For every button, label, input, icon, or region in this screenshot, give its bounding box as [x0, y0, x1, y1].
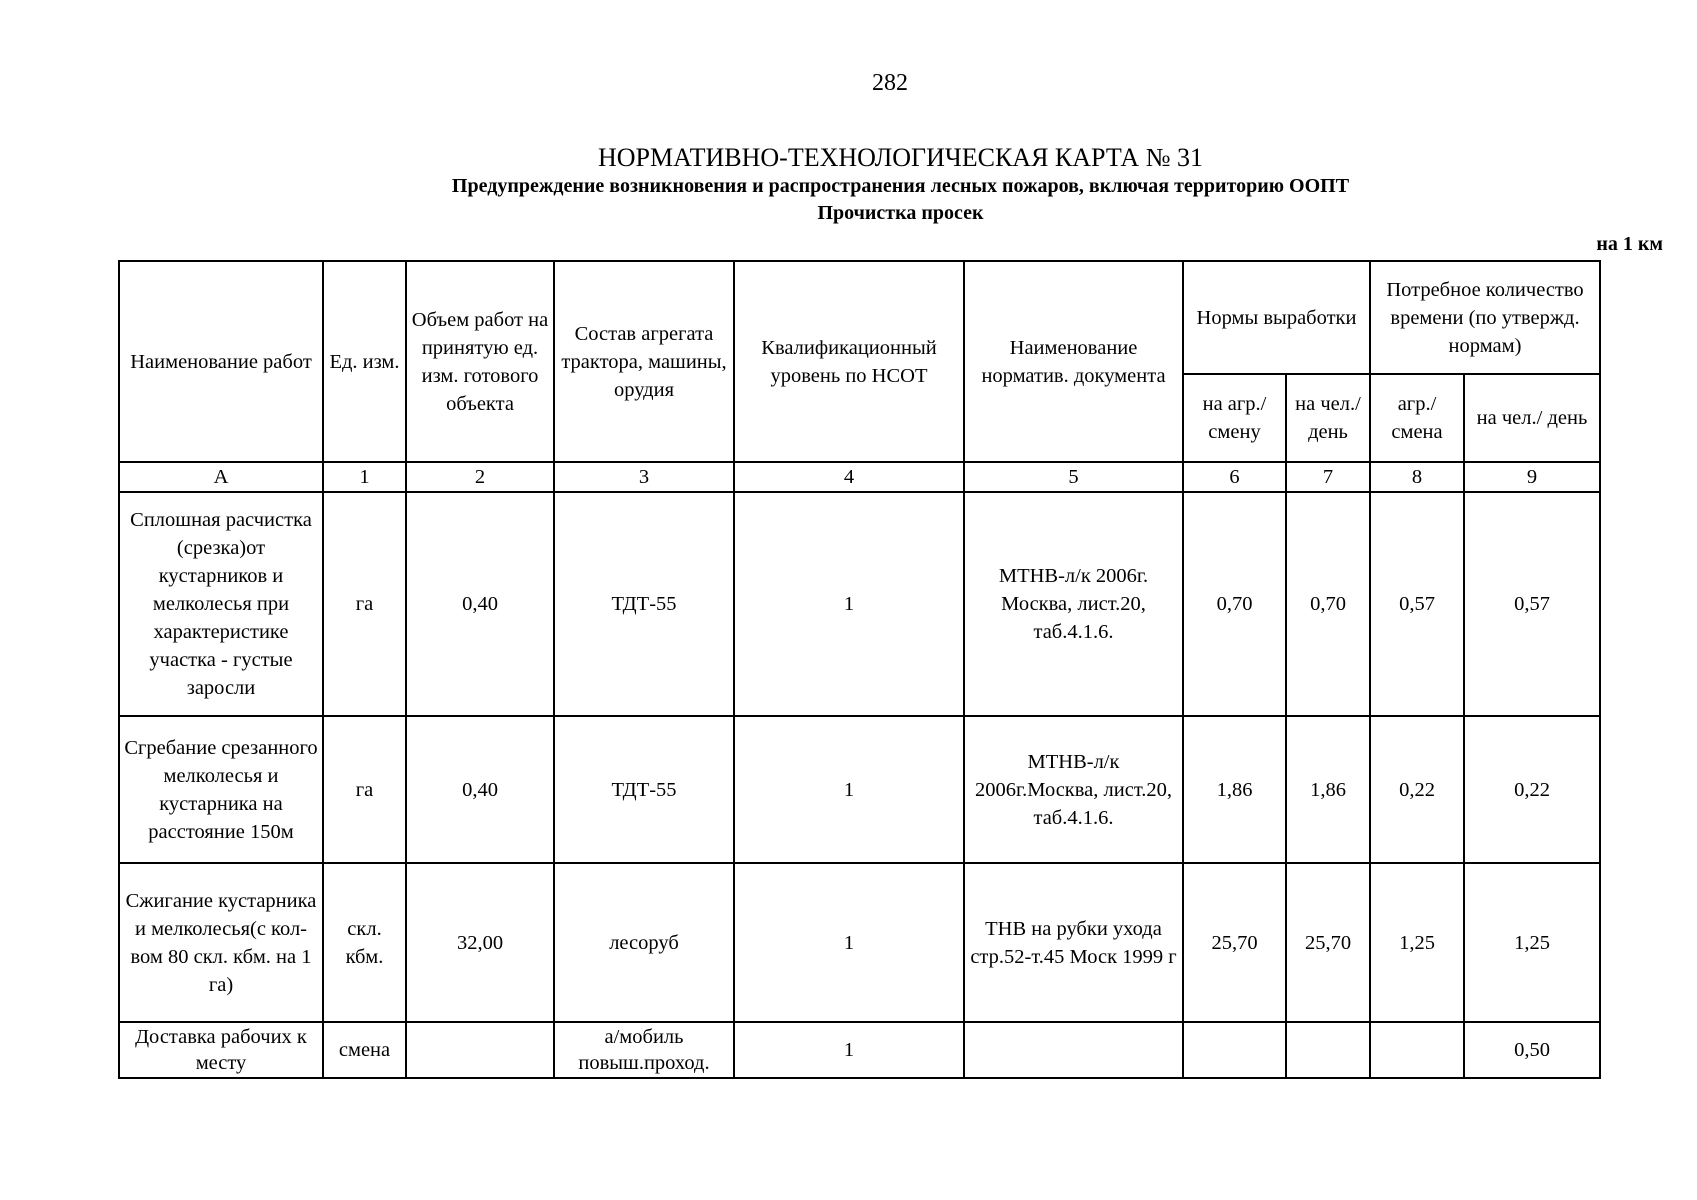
header-norms: Нормы выработки: [1183, 261, 1370, 374]
header-aggregate: Состав агрегата трактора, машины, орудия: [554, 261, 734, 462]
cell-aggregate: а/мобиль повыш.проход.: [554, 1022, 734, 1078]
card-subtitle-2: Прочистка просек: [817, 202, 984, 224]
header-norm-agr: на агр./ смену: [1183, 374, 1286, 462]
cell-unit: га: [323, 492, 406, 716]
card-subtitle: Предупреждение возникновения и распространения лесных пожаров, включая территорию ООПТ: [451, 175, 1350, 197]
cell-document: МТНВ-л/к 2006г. Москва, лист.20, таб.4.1.6.: [964, 492, 1183, 716]
column-index: 5: [964, 462, 1183, 492]
table-row: [119, 1022, 1600, 1078]
column-index: 6: [1183, 462, 1286, 492]
cell-aggregate: ТДТ-55: [554, 492, 734, 716]
cell-norm-agr: 25,70: [1183, 863, 1286, 1022]
cell-unit: га: [323, 716, 406, 863]
cell-volume: 0,40: [406, 492, 554, 716]
header-time-agr: агр./ смена: [1370, 374, 1464, 462]
cell-aggregate: лесоруб: [554, 863, 734, 1022]
column-index: 2: [406, 462, 554, 492]
unit-note: на 1 км: [1596, 233, 1663, 255]
cell-norm-person: 1,86: [1286, 716, 1370, 863]
column-index: 4: [734, 462, 964, 492]
cell-qualification: 1: [734, 1022, 964, 1078]
cell-time-agr: 0,57: [1370, 492, 1464, 716]
header-document: Наименование норматив. документа: [964, 261, 1183, 462]
column-index: 9: [1464, 462, 1600, 492]
header-unit: Ед. изм.: [323, 261, 406, 462]
table-row: [119, 863, 1600, 1022]
cell-work: Доставка рабочих к месту: [119, 1022, 323, 1078]
cell-norm-person: 25,70: [1286, 863, 1370, 1022]
cell-time-person: 1,25: [1464, 863, 1600, 1022]
column-index: 1: [323, 462, 406, 492]
header-time-person: на чел./ день: [1464, 374, 1600, 462]
cell-volume: [406, 1022, 554, 1078]
card-title: НОРМАТИВНО-ТЕХНОЛОГИЧЕСКАЯ КАРТА № 31: [598, 143, 1203, 172]
cell-unit: скл. кбм.: [323, 863, 406, 1022]
table-row: [119, 492, 1600, 716]
cell-qualification: 1: [734, 492, 964, 716]
column-index-row: [119, 462, 1600, 492]
cell-time-agr: [1370, 1022, 1464, 1078]
page-number: 282: [872, 70, 908, 96]
header-row: [119, 261, 1600, 374]
cell-aggregate: ТДТ-55: [554, 716, 734, 863]
table-row: [119, 716, 1600, 863]
cell-time-agr: 0,22: [1370, 716, 1464, 863]
header-time-needed: Потребное количество времени (по утвержд. нормам): [1370, 261, 1600, 374]
cell-norm-agr: [1183, 1022, 1286, 1078]
column-index: А: [119, 462, 323, 492]
column-index: 8: [1370, 462, 1464, 492]
cell-qualification: 1: [734, 716, 964, 863]
cell-document: ТНВ на рубки ухода стр.52-т.45 Моск 1999 г: [964, 863, 1183, 1022]
cell-volume: 0,40: [406, 716, 554, 863]
header-norm-person: на чел./ день: [1286, 374, 1370, 462]
cell-norm-agr: 1,86: [1183, 716, 1286, 863]
cell-time-person: 0,57: [1464, 492, 1600, 716]
cell-time-person: 0,50: [1464, 1022, 1600, 1078]
cell-work: Сгребание срезанного мелколесья и кустарника на расстояние 150м: [119, 716, 323, 863]
cell-work: Сплошная расчистка (срезка)от кустарников и мелколесья при характеристике участка - густые заросли: [119, 492, 323, 716]
header-volume: Объем работ на принятую ед. изм. готового объекта: [406, 261, 554, 462]
header-qualification: Квалификационный уровень по НСОТ: [734, 261, 964, 462]
column-index: 3: [554, 462, 734, 492]
cell-document: [964, 1022, 1183, 1078]
cell-work: Сжигание кустарника и мелколесья(с кол-вом 80 скл. кбм. на 1 га): [119, 863, 323, 1022]
cell-unit: смена: [323, 1022, 406, 1078]
cell-qualification: 1: [734, 863, 964, 1022]
title-block: [118, 143, 1683, 227]
header-work-name: Наименование работ: [119, 261, 323, 462]
cell-norm-person: [1286, 1022, 1370, 1078]
cell-norm-person: 0,70: [1286, 492, 1370, 716]
cell-time-agr: 1,25: [1370, 863, 1464, 1022]
cell-document: МТНВ-л/к 2006г.Москва, лист.20, таб.4.1.6.: [964, 716, 1183, 863]
cell-volume: 32,00: [406, 863, 554, 1022]
cell-time-person: 0,22: [1464, 716, 1600, 863]
norm-table: [118, 260, 1601, 1079]
cell-norm-agr: 0,70: [1183, 492, 1286, 716]
column-index: 7: [1286, 462, 1370, 492]
